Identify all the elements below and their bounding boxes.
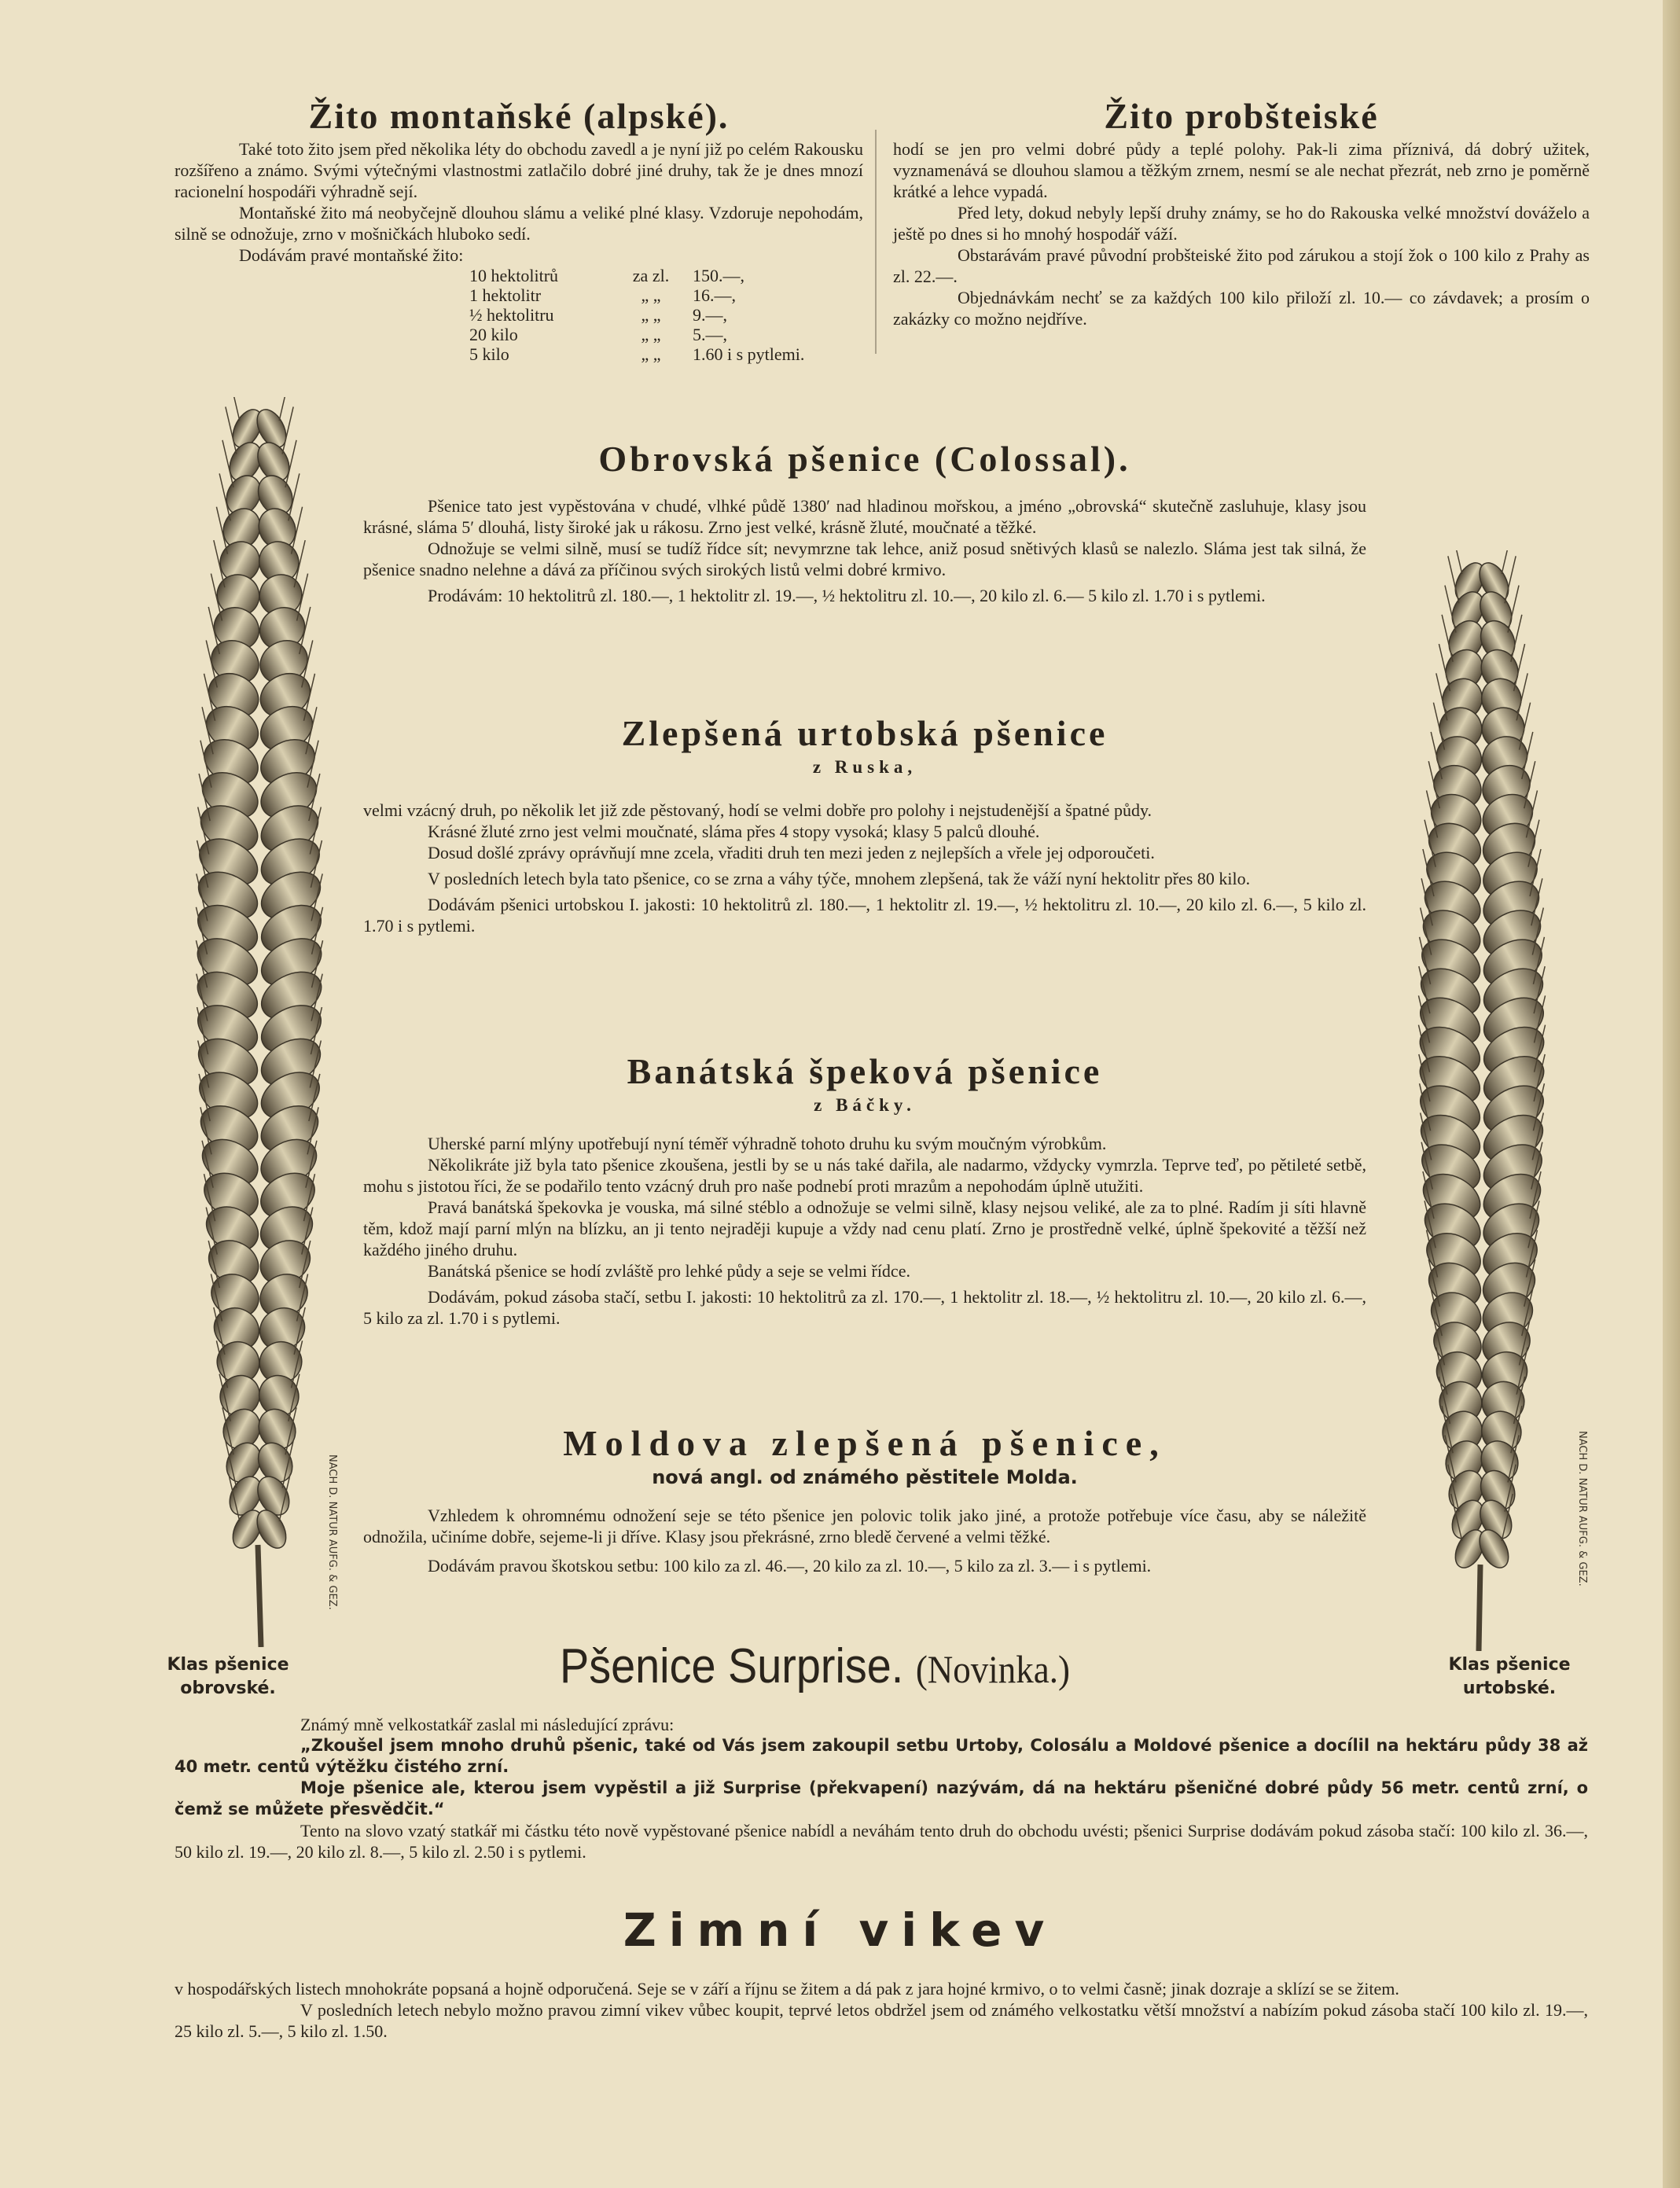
price-value: 16.—,: [693, 285, 736, 305]
paragraph: Známý mně velkostatkář zaslal mi následující zprávu:: [300, 1715, 675, 1734]
price-quantity: 1 hektolitr: [469, 285, 542, 305]
paragraph: Dosud došlé zprávy oprávňují mne zcela, vřaditi druh ten mezi jeden z nejlepších a vřele jej odporoučeti.: [428, 843, 1155, 862]
paragraph: Vzhledem k ohromnému odnožení seje se této pšenice jen polovic tolik jako jiné, a protože potřebuje více času, aby se náležitě odnožila, učiníme dobře, sejeme-li ji dříve. Klasy jsou překrásné, zrno bledě červené a velmi těžké.: [363, 1506, 1366, 1546]
price-unit: za zl.: [632, 266, 670, 285]
paragraph: Montaňské žito má neobyčejně dlouhou slámu a veliké plné klasy. Vzdoruje nepohodám, silně se odnožuje, zrno v mošničkách hluboko sedí.: [175, 203, 863, 244]
heading-moldova: Moldova zlepšená pšenice,: [563, 1423, 1167, 1463]
wheat-awn: [229, 397, 240, 421]
heading-vikev: Zimní vikev: [623, 1903, 1057, 1957]
section-vikev: [175, 1978, 1588, 2042]
section-surprise: [175, 1714, 1588, 1863]
section-obrovska: [363, 437, 1366, 606]
heading-banatska: Banátská špeková pšenice: [627, 1051, 1103, 1091]
subheading-urtobska: z Ruska,: [812, 757, 917, 777]
paragraph: Objednávkám nechť se za každých 100 kilo přiloží zl. 10.— co závdavek; a prosím o zakázky co možno nejdříve.: [893, 288, 1590, 329]
engraver-credit-left: NACH D. NATUR AUFG. & GEZ.: [326, 1454, 338, 1610]
paragraph: Před lety, dokud nebyly lepší druhy známy, se ho do Rakouska velké množství dováželo a ještě po dnes si ho mnohý hospodář váží.: [893, 203, 1590, 244]
paragraph: V posledních letech nebylo možno pravou zimní vikev vůbec koupit, teprvé letos obdržel jsem od známého velkostatku větší množství a nabízím pokud zásoba stačí 100 kilo zl. 19.—, 25 kilo zl. 5.—, 5 kilo zl. 1.50.: [175, 2000, 1588, 2041]
quote-paragraph: Moje pšenice ale, kterou jsem vypěstil a již Surprise (překvapení) nazývám, dá na hektáru pšeničné dobré půdy 56 metr. centů zrní, o čemž se můžete přesvědčit.“: [175, 1778, 1588, 1818]
price-row: [469, 325, 863, 344]
heading-zito-probsteiske: Žito probšteiské: [1104, 96, 1379, 136]
wheat-awn: [1502, 550, 1513, 574]
paragraph: Dodávám pravou škotskou setbu: 100 kilo za zl. 46.—, 20 kilo za zl. 10.—, 5 kilo za zl. 3.— i s pytlemi.: [428, 1556, 1152, 1576]
subheading-moldova: nová angl. od známého pěstitele Molda.: [652, 1466, 1078, 1488]
price-quantity: ½ hektolitru: [469, 305, 554, 325]
paragraph: hodí se jen pro velmi dobré půdy a teplé polohy. Pak-li zima příznivá, dá dobrý užitek, vyznamenává se dlouhou slamou a těžkým zrnem, nesmí se ale nechat přezrát, neb zrno je poměrně krátké a lehce vypadá.: [893, 139, 1590, 201]
paragraph: Prodávám: 10 hektolitrů zl. 180.—, 1 hektolitr zl. 19.—, ½ hektolitru zl. 10.—, 20 kilo zl. 6.— 5 kilo zl. 1.70 i s pytlemi.: [428, 586, 1266, 605]
paragraph: velmi vzácný druh, po několik let již zde pěstovaný, hodí se velmi dobře pro polohy i nejstudenější a špatné půdy.: [363, 800, 1152, 820]
price-value: 150.—,: [693, 266, 744, 285]
wheat-awn: [279, 397, 290, 421]
price-list: [469, 266, 863, 364]
wheat-ear-illustration-right: [1388, 550, 1576, 1651]
heading-surprise: [560, 1639, 1070, 1697]
price-quantity: 5 kilo: [469, 344, 509, 364]
heading-urtobska: Zlepšená urtobská pšenice: [621, 713, 1108, 753]
price-row: [469, 344, 863, 364]
quote-paragraph: „Zkoušel jsem mnoho druhů pšenic, také od Vás jsem zakoupil setbu Urtoby, Colosálu a Moldové pšenice a docílil na hektáru půdy 38 až 40 metr. centů výtěžku čistého zrní.: [175, 1736, 1588, 1776]
caption-left: Klas pšenice obrovské.: [167, 1655, 289, 1698]
paragraph: Krásné žluté zrno jest velmi moučnaté, sláma přes 4 stopy vysoká; klasy 5 palců dlouhé.: [428, 822, 1040, 841]
paragraph: Dodávám pšenici urtobskou I. jakosti: 10 hektolitrů zl. 180.—, 1 hektolitr zl. 19.—, ½ hektolitru zl. 10.—, 20 kilo zl. 6.—, 5 kilo zl. 1.70 i s pytlemi.: [363, 895, 1366, 936]
heading-obrovska: Obrovská pšenice (Colossal).: [598, 439, 1131, 479]
price-row: [469, 285, 863, 305]
price-value: 9.—,: [693, 305, 727, 325]
price-row: [469, 305, 863, 325]
price-quantity: 10 hektolitrů: [469, 266, 559, 285]
paragraph: Pšenice tato jest vypěstována v chudé, vlhké půdě 1380′ nad hladinou mořskou, a jméno „obrovská“ skutečně zasluhuje, klasy jsou krásné, sláma 5′ dlouhá, listy široké jak u rákosu. Zrno jest velké, krásně žluté, moučnaté a těžké.: [363, 496, 1366, 537]
page-binding-edge: [1663, 0, 1680, 2188]
paragraph: V posledních letech byla tato pšenice, co se zrna a váhy týče, mnohem zlepšená, tak že váží nyní hektolitr přes 80 kilo.: [428, 869, 1251, 888]
engraver-credit-right: NACH D. NATUR AUFG. & GEZ.: [1576, 1431, 1588, 1587]
section-zito-montanske: [175, 94, 863, 364]
caption-right: Klas pšenice urtobské.: [1448, 1655, 1571, 1698]
heading-zito-montanske: Žito montaňské (alpské).: [308, 96, 730, 136]
wheat-awn: [1451, 550, 1462, 574]
section-banatska: [363, 1050, 1366, 1329]
paragraph: Několikráte již byla tato pšenice zkoušena, jestli by se u nás také dařila, ale nadarmo, vždycky vymrzla. Teprve teď, po pětileté setbě, mohu s jistotou říci, že se podařilo tento vzácný druh pro naše podnebí proti mrazům a nepohodám úplně utužiti.: [363, 1155, 1366, 1196]
wheat-ear-illustration-left: [165, 397, 354, 1647]
price-unit: „ „: [641, 285, 661, 305]
heading-novinka: (Novinka.): [915, 1647, 1071, 1691]
section-zito-probsteiske: [893, 94, 1590, 329]
paragraph: Uherské parní mlýny upotřebují nyní téměř výhradně tohoto druhu ku svým moučným výrobkům.: [428, 1134, 1107, 1153]
paragraph: Odnožuje se velmi silně, musí se tudíž řídce sít; nevymrzne tak lehce, aniž posud snětivých klasů se nalezlo. Sláma jest tak silná, že pšenice snadno nelehne a dává za příčinou svých sirokých listů velmi dobré krmivo.: [363, 539, 1366, 579]
subheading-banatska: z Báčky.: [814, 1095, 916, 1115]
price-unit: „ „: [641, 344, 661, 364]
price-unit: „ „: [641, 325, 661, 344]
column-divider: [875, 130, 877, 354]
price-unit: „ „: [641, 305, 661, 325]
price-row: [469, 266, 863, 285]
price-value: 1.60 i s pytlemi.: [693, 344, 805, 364]
paragraph: v hospodářských listech mnohokráte popsaná a hojně odporučená. Seje se v září a říjnu se žitem a dá pak z jara hojné krmivo, o to velmi časně; jinak dozraje a sklízí se se žitem.: [175, 1979, 1399, 1999]
price-value: 5.—,: [693, 325, 727, 344]
section-urtobska: [363, 712, 1366, 936]
heading-surprise-text: Pšenice Surprise.: [560, 1639, 904, 1693]
paragraph: Také toto žito jsem před několika léty do obchodu zavedl a je nyní již po celém Rakousku rozšířeno a známo. Svými výtečnými vlastnostmi zatlačilo dobré jiné druhy, tak že je dnes mnozí racionelní hospodáři výhradně sejí.: [175, 139, 863, 201]
section-moldova: [363, 1421, 1366, 1576]
paragraph: Pravá banátská špekovka je vouska, má silné stéblo a odnožuje se velmi silně, klasy nejsou veliké, ale za to plné. Radím ji síti hlavně těm, kdož mají parní mlýn na blízku, an ji tento nejraději kupuje a vždy nad cenu platí. Zrno je prostředně velké, úplně špekovité a těžší než každého jiného druhu.: [363, 1197, 1366, 1259]
paragraph: Tento na slovo vzatý statkář mi částku této nově vypěstované pšenice nabídl a neváhám tento druh do obchodu uvésti; pšenici Surprise dodávám pokud zásoba stačí: 100 kilo zl. 36.—, 50 kilo zl. 19.—, 20 kilo zl. 8.—, 5 kilo zl. 2.50 i s pytlemi.: [175, 1821, 1588, 1862]
paragraph: Banátská pšenice se hodí zvláště pro lehké půdy a seje se velmi řídce.: [428, 1261, 910, 1281]
paragraph: Obstarávám pravé původní probšteiské žito pod zárukou a stojí žok o 100 kilo z Prahy as zl. 22.—.: [893, 245, 1590, 286]
paragraph: Dodávám, pokud zásoba stačí, setbu I. jakosti: 10 hektolitrů za zl. 170.—, 1 hektolitr zl. 18.—, ½ hektolitru zl. 10.—, 20 kilo zl. 6.—, 5 kilo za zl. 1.70 i s pytlemi.: [363, 1287, 1366, 1328]
price-quantity: 20 kilo: [469, 325, 518, 344]
paragraph: Dodávám pravé montaňské žito:: [239, 245, 464, 265]
